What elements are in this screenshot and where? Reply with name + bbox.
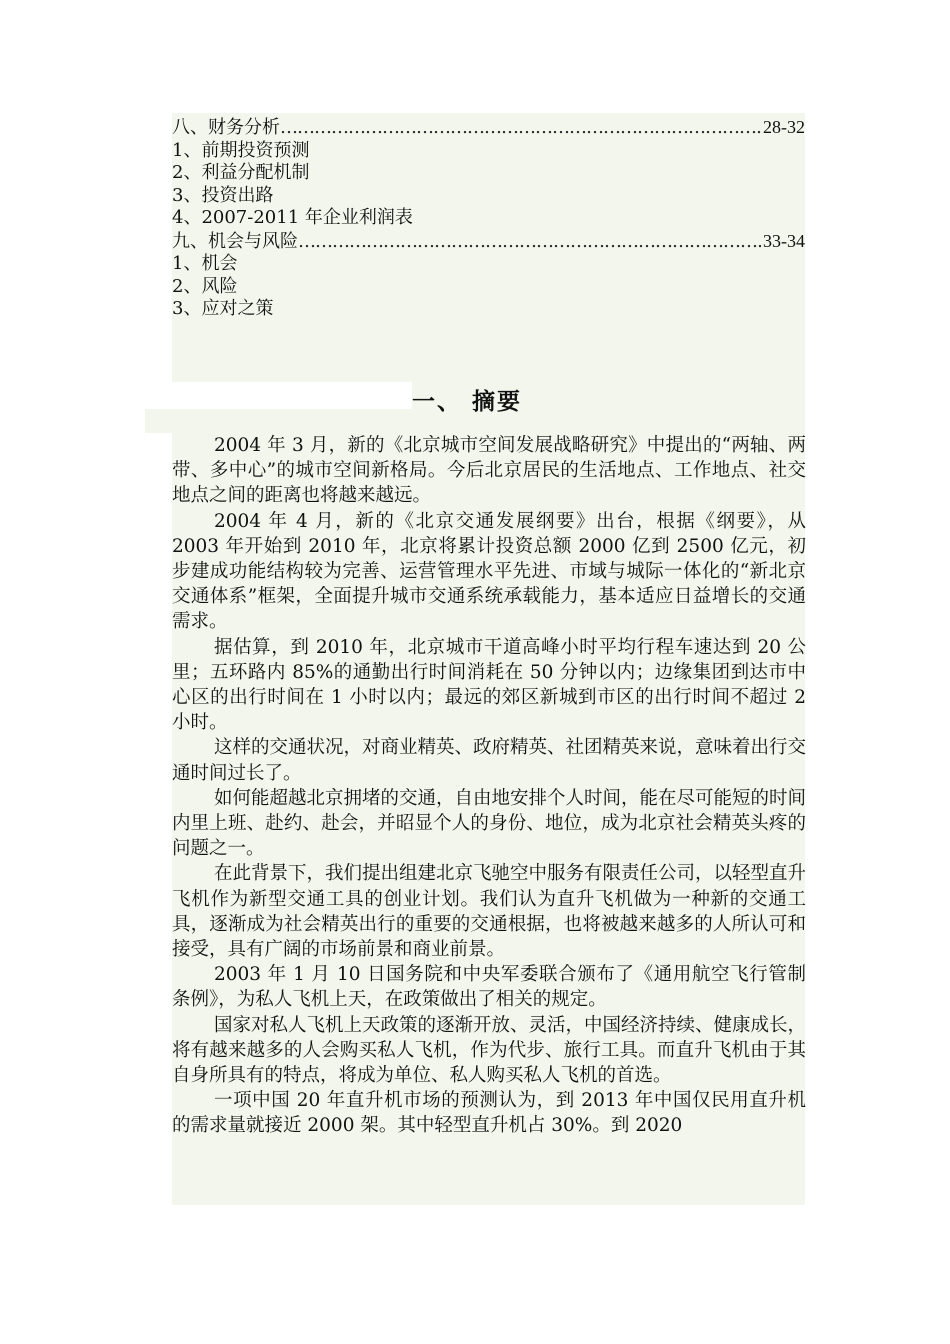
- toc-entry: [172, 116, 805, 140]
- table-of-contents: [172, 116, 805, 321]
- toc-entry: [172, 140, 805, 163]
- toc-entry-label: 1、前期投资预测: [172, 139, 310, 161]
- toc-entry-label: 3、应对之策: [172, 298, 274, 319]
- toc-leader-dots: [280, 117, 763, 140]
- paragraph: 国家对私人飞机上天政策的逐渐开放、灵活，中国经济持续、健康成长，将有越来越多的人会购买私人飞机，作为代步、旅行工具。而直升飞机由于其自身所具有的特点，将成为单位、私人购买私人飞机的首选。: [172, 1014, 807, 1087]
- toc-entry: [172, 253, 805, 276]
- toc-entry-label: 2、利益分配机制: [172, 162, 310, 183]
- section-title: 一、 摘要: [412, 389, 523, 415]
- toc-entry: [172, 230, 805, 254]
- toc-entry-label: 4、2007-2011 年企业利润表: [172, 207, 413, 228]
- toc-entry-page: 28-32: [763, 117, 805, 137]
- abstract-body: [172, 433, 806, 1139]
- toc-entry: [172, 298, 805, 321]
- paragraph: 在此背景下，我们提出组建北京飞驰空中服务有限责任公司，以轻型直升飞机作为新型交通工具的创业计划。我们认为直升飞机做为一种新的交通工具，逐渐成为社会精英出行的重要的交通根据，也将被越来越多的人所认可和接受，具有广阔的市场前景和商业前景。: [172, 863, 807, 961]
- toc-entry-label: 八、财务分析: [172, 117, 280, 138]
- toc-entry: [172, 162, 805, 185]
- paragraph: 一项中国 20 年直升机市场的预测认为，到 2013 年中国仅民用直升机的需求量就接近 2000 架。其中轻型直升机占 30%。到 2020: [172, 1090, 806, 1137]
- toc-entry-label: 九、机会与风险: [172, 230, 298, 252]
- toc-entry: [172, 207, 805, 230]
- paragraph: 这样的交通状况，对商业精英、政府精英、社团精英来说，意味着出行交通时间过长了。: [172, 737, 807, 784]
- toc-entry-label: 2、风险: [172, 275, 238, 297]
- toc-entry: [172, 276, 805, 299]
- toc-entry-label: 3、投资出路: [172, 184, 274, 206]
- paragraph: 据估算，到 2010 年，北京城市干道高峰小时平均行程车速达到 20 公里；五环路内 85%的通勤出行时间消耗在 50 分钟以内；边缘集团到达市中心区的出行时间在 1 小时以内；最远的郊区新城到市区的出行时间不超过 2 小时。: [172, 636, 806, 734]
- heading-white-strip: [172, 382, 412, 410]
- paragraph: 如何能超越北京拥堵的交通，自由地安排个人时间，能在尽可能短的时间内里上班、赴约、赴会，并昭显个人的身份、地位，成为北京社会精英头疼的问题之一。: [172, 787, 807, 860]
- paragraph: 2003 年 1 月 10 日国务院和中央军委联合颁布了《通用航空飞行管制条例》，为私人飞机上天，在政策做出了相关的规定。: [172, 964, 806, 1011]
- toc-entry-label: 1、机会: [172, 253, 238, 274]
- paragraph: 2004 年 4 月，新的《北京交通发展纲要》出台，根据《纲要》，从 2003 年开始到 2010 年，北京将累计投资总额 2000 亿到 2500 亿元，初步建成功能结构较为完善、运营管理水平先进、市域与城际一体化的“新北京交通体系”框架，全面提升城市交通系统承载能力，基本适应日益增长的交通需求。: [172, 510, 806, 633]
- toc-leader-dots: [298, 231, 763, 254]
- toc-entry: [172, 185, 805, 208]
- toc-entry-page: 33-34: [763, 230, 805, 251]
- paragraph: 2004 年 3 月，新的《北京城市空间发展战略研究》中提出的“两轴、两带、多中心”的城市空间新格局。今后北京居民的生活地点、工作地点、社交地点之间的距离也将越来越远。: [172, 435, 806, 507]
